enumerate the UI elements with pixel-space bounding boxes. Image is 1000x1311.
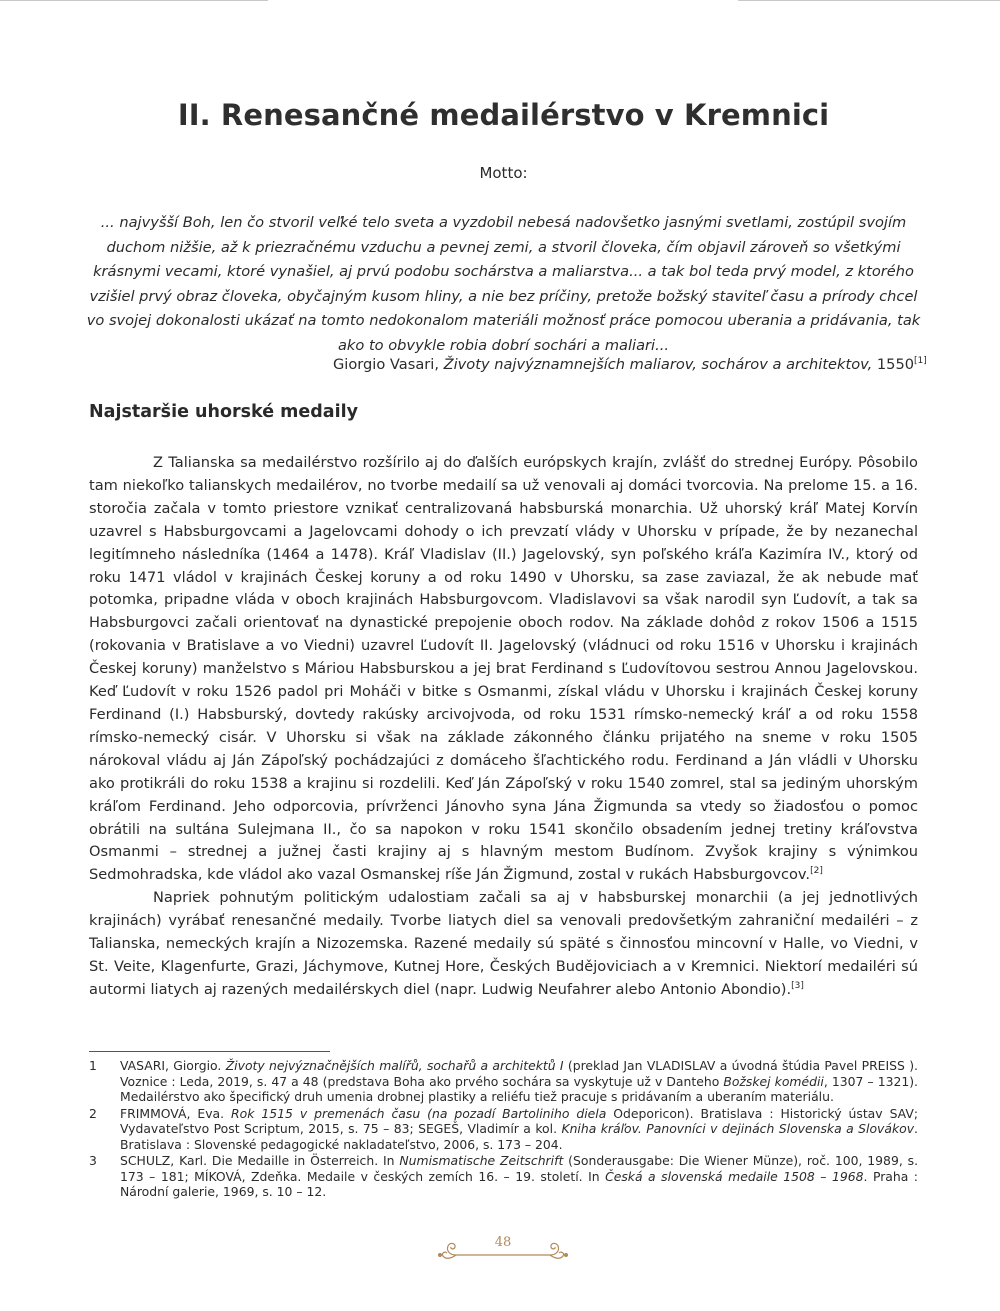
- footnote-text: (preklad Jan VLADISLAV a úvodná štúdia Pavel PREISS ). Voznice : Leda, 2019, s. 47 a 48 (predstava Boha ako prvého sochára sa vyskytuje už v Danteho: [120, 1058, 918, 1089]
- header-rule-left: [0, 0, 268, 1]
- motto-work-title: Životy najvýznamnejších maliarov, sochárov a architektov,: [443, 356, 873, 373]
- footnote-number: 3: [89, 1153, 97, 1168]
- footnote-1: [89, 1058, 918, 1105]
- section-title: Najstaršie uhorské medaily: [89, 402, 359, 422]
- footnote-ref-3[interactable]: [3]: [791, 980, 804, 991]
- footnote-title: Kniha kráľov. Panovníci v dejinách Slovenska a Slovákov: [561, 1121, 915, 1136]
- footnote-number: 1: [89, 1058, 97, 1073]
- footnote-ref-2[interactable]: [2]: [810, 866, 823, 877]
- footnotes: [89, 1058, 918, 1201]
- footnote-title: Česká a slovenská medaile 1508 – 1968: [605, 1168, 864, 1184]
- header-rule-right: [738, 0, 1000, 1]
- body-paragraph: [89, 452, 918, 887]
- body-text: [89, 452, 918, 1002]
- footnote-text: FRIMMOVÁ, Eva.: [120, 1105, 232, 1121]
- footnote-title: Numismatische Zeitschrift: [399, 1153, 564, 1168]
- footnote-text: . Bratislava : Slovenské pedagogické nakladateľstvo, 2006, s. 173 – 204.: [120, 1121, 918, 1152]
- chapter-title: II. Renesančné medailérstvo v Kremnici: [177, 98, 830, 132]
- footnote-2: [89, 1106, 918, 1153]
- footnote-text: (Sonderausgabe: Die Wiener Münze), roč. 100, 1989, s. 173 – 181; MÍKOVÁ, Zdeňka. Medaile v českých zemích 16. – 19. století. In: [120, 1153, 919, 1184]
- footnote-3: [89, 1153, 918, 1200]
- footnote-text: , 1307 – 1321). Medailérstvo ako špecifický druh umenia drobnej plastiky a reliéfu tiež pracuje s pridávaním a uberaním materiálu.: [120, 1073, 919, 1104]
- footnote-title: Životy nejvýznačnějších malířů, sochařů a architektů I: [225, 1058, 564, 1073]
- footnote-separator: [89, 1051, 330, 1052]
- footnote-text: SCHULZ, Karl. Die Medaille in Österreich. In: [120, 1153, 400, 1168]
- footnote-ref-1[interactable]: [1]: [914, 356, 927, 367]
- footnote-text: VASARI, Giorgio.: [120, 1058, 226, 1073]
- motto-attribution: [333, 356, 927, 373]
- footnote-text: . Praha : Národní galerie, 1969, s. 10 – 12.: [120, 1168, 918, 1199]
- paragraph-text: Z Talianska sa medailérstvo rozšírilo aj do ďalších európskych krajín, zvlášť do strednej Európy. Pôsobilo tam niekoľko talianskych medailérov, no tvorbe medailí sa už venovali aj domáci tvorcovia. Na prelome 15. a 16. storočia začala v tomto priestore vznikať centralizovaná habsburská monarchia. Už uhorský kráľ Matej Korvín uzavrel s Habsburgovcami a Jagelovcami dohody o ich prevzatí vlády v Uhorsku v prípade, že by nezanechal legitímneho následníka (1464 a 1478). Kráľ Vladislav (II.) Jagelovský, syn poľského kráľa Kazimíra IV., ktorý od roku 1471 vládol v krajinách Českej koruny a od roku 1490 v Uhorsku, sa zase zaviazal, že ak nebude mať potomka, pripadne vláda v oboch krajinách Habsburgovcom. Vladislavovi sa však narodil syn Ľudovít, a tak sa Habsburgovci začali orientovať na dynastické prepojenie oboch rodov. Na základe dohôd z rokov 1506 a 1515 (rokovania v Bratislave a vo Viedni) uzavrel Ľudovít II. Jagelovský (vládnuci od roku 1516 v Uhorsku i krajinách Českej koruny) manželstvo s Máriou Habsburskou a jej brat Ferdinand s Ľudovítovou sestrou Annou Jagelovskou. Keď Ľudovít v roku 1526 padol pri Moháči v bitke s Osmanmi, získal vládu v Uhorsku i krajinách Českej koruny Ferdinand (I.) Habsburský, dovtedy rakúsky arcivojvoda, od roku 1531 rímsko-nemecký kráľ a od roku 1558 rímsko-nemecký cisár. V Uhorsku si však na základe zákonného článku prijatého na sneme v roku 1505 nárokoval vládu aj Ján Zápoľský pochádzajúci z domáceho šľachtického rodu. Ferdinand a Ján vládli v Uhorsku ako protikráli do roku 1538 a krajinu si rozdelili. Keď Ján Zápoľský v roku 1540 zomrel, stal sa jediným uhorským kráľom Ferdinand. Jeho odporcovia, prívrženci Jánovho syna Jána Žigmunda sa vtedy so žiadosťou o pomoc obrátili na sultána Sulejmana II., čo sa napokon v roku 1541 skončilo obsadením jednej tretiny kráľovstva Osmanmi – strednej a južnej časti krajiny aj s hlavným mestom Budínom. Zvyšok krajiny s výnimkou Sedmohradska, kde vládol ako vazal Osmanskej ríše Ján Žigmund, zostal v rukách Habsburgovcov.: [89, 454, 918, 884]
- motto-author: Giorgio Vasari,: [333, 356, 439, 373]
- footnote-number: 2: [89, 1105, 97, 1121]
- motto-quote: ... najvyšší Boh, len čo stvoril veľké telo sveta a vyzdobil nebesá nadovšetko jasnými svetlami, zostúpil svojím duchom nižšie, až k priezračnému vzduchu a pevnej zemi, a stvoril človeka, čím objavil zároveň so všetkými krásnymi vecami, ktoré vynašiel, aj prvú podobu sochárstva a maliarstva... a tak bol teda prvý model, z ktorého vzišiel prvý obraz človeka, obyčajným kusom hliny, a nie bez príčiny, pretože božský staviteľ času a prírody chcel vo svojej dokonalosti ukázať na tomto nedokonalom materiáli možnosť práce pomocou uberania a pridávania, tak ako to obvykle robia dobrí sochári a maliari...: [86, 214, 921, 354]
- paragraph-text: Napriek pohnutým politickým udalostiam začali sa aj v habsburskej monarchii (a jej jednotlivých krajinách) vyrábať renesančné medaily. Tvorbe liatych diel sa venovali predovšetkým zahraniční medailéri – z Talianska, nemeckých krajín a Nizozemska. Razené medaily sú späté s činnosťou mincovní v Halle, vo Viedni, v St. Veite, Klagenfurte, Grazi, Jáchymove, Kutnej Hore, Českých Budějoviciach a v Kremnici. Niektorí medailéri sú autormi liatych aj razených medailérskych diel (napr. Ludwig Neufahrer alebo Antonio Abondio).: [89, 889, 918, 998]
- footnote-title: Rok 1515 v premenách času (na pozadí Bartoliniho diela: [231, 1105, 607, 1121]
- motto-label: Motto:: [479, 164, 528, 182]
- footnote-title: Božskej komédii: [723, 1073, 824, 1089]
- motto-year: 1550: [876, 356, 915, 373]
- footnote-text: Odeporicon). Bratislava : Historický ústav SAV; Vydavateľstvo Post Scriptum, 2015, s. 75 – 83; SEGEŠ, Vladimír a kol.: [120, 1105, 918, 1136]
- body-paragraph: [89, 887, 918, 1002]
- page-number: 48: [494, 1235, 512, 1250]
